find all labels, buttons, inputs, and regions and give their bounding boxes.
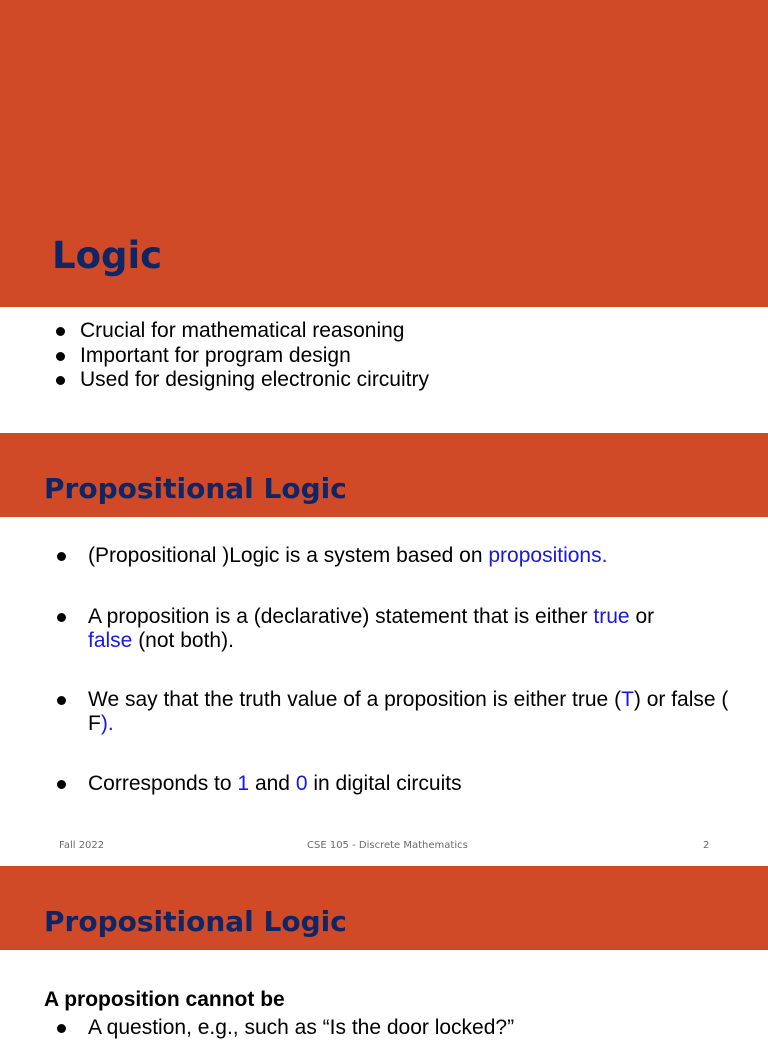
- list-item: A question, e.g., such as “Is the door locked?”: [56, 1016, 736, 1040]
- bullet-text: in digital circuits: [307, 771, 462, 795]
- term-F: ).: [100, 712, 114, 735]
- bullet-text: Corresponds to: [88, 771, 238, 795]
- bullet-text: and: [249, 771, 296, 795]
- footer-page-number: 2: [703, 840, 710, 851]
- term-false: false: [88, 629, 133, 652]
- list-item: Important for program design: [52, 344, 429, 369]
- list-item: [56, 544, 736, 569]
- list-item: [56, 688, 736, 737]
- bullet-text: F: [88, 712, 101, 735]
- term-T: T: [621, 687, 634, 711]
- footer-course: CSE 105 - Discrete Mathematics: [307, 840, 468, 851]
- slide2-title: Propositional Logic: [44, 472, 347, 505]
- bullet-text: (not both).: [132, 629, 234, 652]
- slide3-title: Propositional Logic: [44, 905, 347, 938]
- list-item: [56, 772, 736, 797]
- slide3-bullet-list: [56, 1016, 736, 1040]
- term-1: 1: [237, 771, 250, 795]
- term-0: 0: [295, 771, 308, 795]
- term-true: true: [593, 604, 630, 628]
- footer-date: Fall 2022: [59, 840, 105, 851]
- bullet-text: (Propositional )Logic is a system based on: [88, 544, 489, 567]
- bullet-text: ) or false (: [633, 687, 729, 711]
- slide1-bullet-list: [52, 319, 429, 393]
- list-item: Crucial for mathematical reasoning: [52, 319, 429, 344]
- slide2-bullet-list: [56, 544, 736, 796]
- term-propositions: propositions.: [488, 544, 608, 567]
- bullet-text: We say that the truth value of a proposition is either true (: [88, 687, 622, 711]
- list-item: [56, 605, 736, 654]
- slide3-subheading: A proposition cannot be: [44, 988, 285, 1011]
- bullet-text: A proposition is a (declarative) statement that is either: [88, 604, 594, 628]
- list-item: Used for designing electronic circuitry: [52, 368, 429, 393]
- bullet-text: or: [629, 604, 655, 628]
- slide1-title: Logic: [52, 234, 163, 277]
